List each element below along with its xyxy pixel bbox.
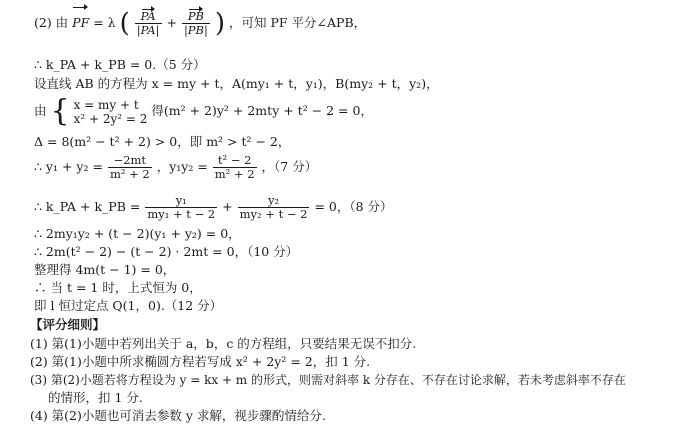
scoring-item-1: (1) 第(1)小题中若列出关于 a，b，c 的方程组，只要结果无误不扣分. [30, 336, 417, 351]
fraction-pa [135, 10, 162, 37]
fraction-product-den: m² + 2 [214, 167, 255, 181]
line-discriminant: Δ = 8(m² − t² + 2) > 0，即 m² > t² − 2， [34, 134, 291, 149]
line-condition: ∴ 当 t = 1 时，上式恒为 0， [34, 280, 202, 295]
system-equations [74, 98, 148, 126]
fraction-slope-1-num: y₁ [145, 194, 217, 208]
plus-sign: + [166, 15, 181, 30]
line-vieta [34, 150, 317, 184]
fraction-slope-2 [238, 194, 310, 221]
fraction-slope-2-num: y₂ [238, 194, 310, 208]
fraction-sum [108, 154, 152, 181]
fraction-pb [182, 10, 210, 37]
line-4-suffix: 得(m² + 2)y² + 2mty + t² − 2 = 0， [151, 103, 373, 118]
fraction-slope-1-den: my₁ + t − 2 [147, 207, 216, 221]
fraction-product-num: t² − 2 [213, 154, 257, 168]
fraction-slope-1 [145, 194, 217, 221]
vector-pf: PF [72, 8, 89, 38]
line-system [34, 94, 373, 128]
scoring-item-3: (3) 第(2)小题若将方程设为 y = kx + m 的形式，则需对斜率 k 分存在、不存在讨论求解，若未考虑斜率不存在 [30, 373, 626, 387]
line-1-eq: = λ [93, 15, 116, 30]
fraction-pa-den: |PA| [136, 23, 160, 37]
system-eq-2: x² + 2y² = 2 [73, 111, 148, 126]
fraction-sum-den: m² + 2 [109, 167, 150, 181]
line-simplified: 整理得 4m(t − 1) = 0， [34, 262, 176, 277]
scoring-heading: 【评分细则】 [30, 317, 106, 332]
line-7-prefix: ∴ k_PA + k_PB = [34, 199, 141, 214]
line-1-prefix: (2) 由 [34, 15, 69, 30]
left-paren: ( [119, 8, 130, 39]
line-slope-sum: ∴ k_PA + k_PB = 0.（5 分） [34, 57, 206, 72]
fraction-pb-num [182, 10, 210, 24]
line-7-suffix: = 0，（8 分） [314, 199, 393, 214]
line-combined: ∴ 2my₁y₂ + (t − 2)(y₁ + y₂) = 0， [34, 226, 241, 241]
line-fixed-point: 即 l 恒过定点 Q(1，0).（12 分） [34, 298, 223, 313]
line-6-mid: ，y₁y₂ = [156, 159, 208, 174]
scoring-item-4: (4) 第(2)小题也可消去参数 y 求解，视步骤酌情给分. [30, 408, 326, 423]
line-7-plus: + [222, 199, 233, 214]
fraction-slope-2-den: my₂ + t − 2 [239, 207, 308, 221]
line-substituted: ∴ 2m(t² − 2) − (t − 2) · 2mt = 0，（10 分） [34, 244, 299, 259]
line-vector-bisector [34, 8, 366, 38]
fraction-product [213, 154, 257, 181]
line-6-suffix: ，（7 分） [261, 159, 318, 174]
fraction-pa-num [135, 10, 162, 24]
system-eq-1: x = my + t [73, 97, 139, 112]
scoring-item-2: (2) 第(1)小题中所求椭圆方程若写成 x² + 2y² = 2，扣 1 分. [30, 354, 371, 369]
line-4-prefix: 由 [34, 103, 47, 118]
line-slope-fractions [34, 190, 393, 224]
line-1-suffix: ，可知 PF 平分∠APB， [229, 15, 367, 30]
vector-pa: PA [140, 9, 156, 23]
line-6-prefix: ∴ y₁ + y₂ = [34, 159, 103, 174]
right-paren: ) [214, 8, 226, 39]
line-ab-equation: 设直线 AB 的方程为 x = my + t，A(my₁ + t，y₁)，B(my₂ + t，y₂)， [34, 76, 439, 91]
fraction-sum-num: −2mt [108, 154, 152, 168]
vector-pb: PB [187, 9, 205, 23]
scoring-item-3-cont: 的情形，扣 1 分. [48, 390, 143, 405]
fraction-pb-den: |PB| [183, 23, 208, 37]
system-brace: { [50, 93, 70, 129]
